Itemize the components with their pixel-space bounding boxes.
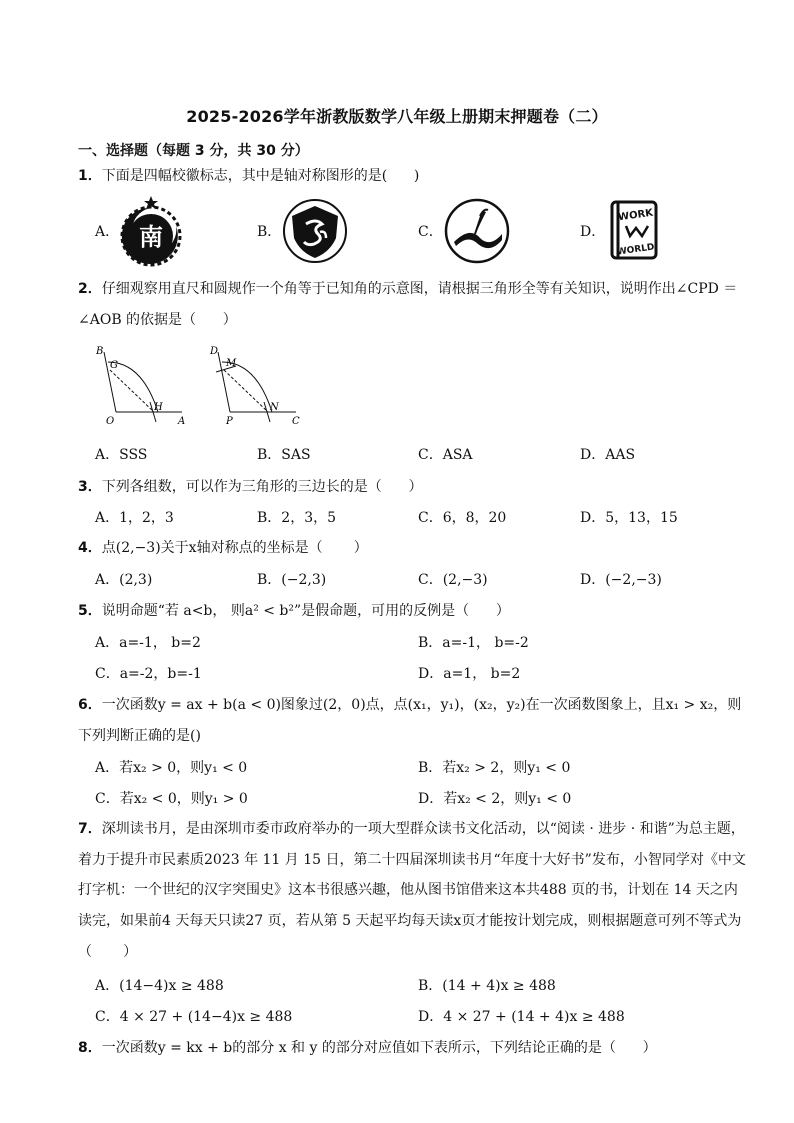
option-b: B．SAS	[257, 447, 311, 463]
question-number: 4．	[78, 540, 102, 556]
school-logo-d	[608, 198, 660, 266]
question-text: 下面是四幅校徽标志，其中是轴对称图形的是( )	[101, 168, 420, 184]
option-label: B．	[257, 224, 282, 240]
logo-d-bottom-text: WORLD	[616, 242, 656, 258]
option-b: B．若x₂ > 2，则y₁ < 0	[418, 760, 571, 776]
question-text: 深圳读书月，是由深圳市委市政府举办的一项大型群众读书文化活动，以“阅读 · 进步 · 和谐”为总主题，着力于提升市民素质2023 年 11 月 15 日，第二十四届深圳读书月“年度十大好书”发布，小智同学对《中文打字机：一个世纪的汉字突围史》这本书很感兴趣，他从图书馆借来这本共488 页的书，计划在 14 天之内读完，如果前4 天每天只读27 页，若从第 5 天起平均每天读x页才能按计划完成，则根据题意可列不等式为（ ）	[78, 821, 746, 960]
label-left: B	[96, 346, 104, 357]
option-a: A．a=-1， b=2	[95, 635, 201, 651]
option-label: A．	[95, 224, 120, 240]
school-logo-b	[282, 198, 348, 268]
question-number: 6．	[78, 697, 102, 713]
option-c: C．6，8，20	[418, 510, 507, 526]
question-text: 下列各组数，可以作为三角形的三边长的是（ ）	[101, 479, 423, 495]
question-number: 3．	[78, 479, 102, 495]
question-number: 8．	[78, 1040, 102, 1056]
section-heading: 一、选择题（每题 3 分，共 30 分）	[78, 143, 309, 159]
question-number: 1．	[78, 168, 102, 184]
option-c: C．a=-2，b=-1	[95, 666, 202, 682]
logo-d-top-text: WORK	[617, 207, 654, 224]
option-b: B．(−2,3)	[257, 572, 327, 588]
label-left: O	[106, 416, 115, 427]
option-c: C．若x₂ < 0，则y₁ > 0	[95, 791, 248, 807]
option-label: C．	[418, 224, 443, 240]
page-title: 2025-2026学年浙教版数学八年级上册期末押题卷（二）	[186, 107, 608, 126]
logo-a-glyph: 南	[139, 223, 163, 251]
option-c: C．(2,−3)	[418, 572, 488, 588]
question-text: 仔细观察用直尺和圆规作一个角等于已知角的示意图，请根据三角形全等有关知识，说明作出∠CPD ＝ ∠AOB 的依据是（ ）	[78, 281, 738, 328]
question-6	[78, 690, 746, 751]
option-d: D．(−2,−3)	[580, 572, 662, 588]
option-d: D．若x₂ < 2，则y₁ < 0	[418, 791, 572, 807]
label-right: D	[210, 346, 219, 357]
option-a: A．1，2，3	[95, 510, 174, 526]
option-b: B．(14 + 4)x ≥ 488	[418, 978, 556, 994]
question-3	[78, 477, 422, 497]
question-8	[78, 1038, 657, 1058]
option-d: D．AAS	[580, 447, 636, 463]
school-logo-a	[118, 194, 184, 272]
option-d: D．5，13，15	[580, 510, 678, 526]
label-left: G	[110, 360, 118, 371]
option-a: A．(2,3)	[95, 572, 153, 588]
label-left: A	[178, 416, 186, 427]
question-number: 7．	[78, 821, 102, 837]
option-d: D．4 × 27 + (14 + 4)x ≥ 488	[418, 1009, 625, 1025]
label-right: M	[226, 358, 237, 369]
question-text: 点(2,−3)关于x轴对称点的坐标是（ ）	[101, 540, 368, 556]
option-a: A．SSS	[95, 447, 148, 463]
school-logo-c	[444, 198, 510, 268]
option-b: B．2，3，5	[257, 510, 337, 526]
construction-figure	[90, 340, 310, 436]
option-label: D．	[580, 224, 606, 240]
option-b: B．a=-1， b=-2	[418, 635, 529, 651]
question-1	[78, 166, 419, 186]
question-2	[78, 274, 746, 335]
question-text: 一次函数y = kx + b的部分 x 和 y 的部分对应值如下表所示，下列结论正确的是（ ）	[101, 1040, 657, 1056]
question-number: 2．	[78, 281, 102, 297]
label-right: P	[226, 416, 233, 427]
option-a: A．(14−4)x ≥ 488	[95, 978, 224, 994]
question-4	[78, 538, 368, 558]
question-5	[78, 601, 510, 621]
option-c: C．4 × 27 + (14−4)x ≥ 488	[95, 1009, 293, 1025]
option-c: C．ASA	[418, 447, 473, 463]
option-d: D．a=1， b=2	[418, 666, 521, 682]
question-text: 说明命题“若 a<b， 则a² < b²”是假命题，可用的反例是（ ）	[101, 603, 510, 619]
question-text: 一次函数y = ax + b(a < 0)图象过(2，0)点，点(x₁，y₁)，(x₂，y₂)在一次函数图象上，且x₁ > x₂，则下列判断正确的是()	[78, 697, 742, 744]
label-right: N	[270, 402, 279, 413]
option-a: A．若x₂ > 0，则y₁ < 0	[95, 760, 248, 776]
label-left: H	[154, 402, 163, 413]
question-number: 5．	[78, 603, 102, 619]
label-right: C	[292, 416, 300, 427]
question-7	[78, 814, 746, 968]
